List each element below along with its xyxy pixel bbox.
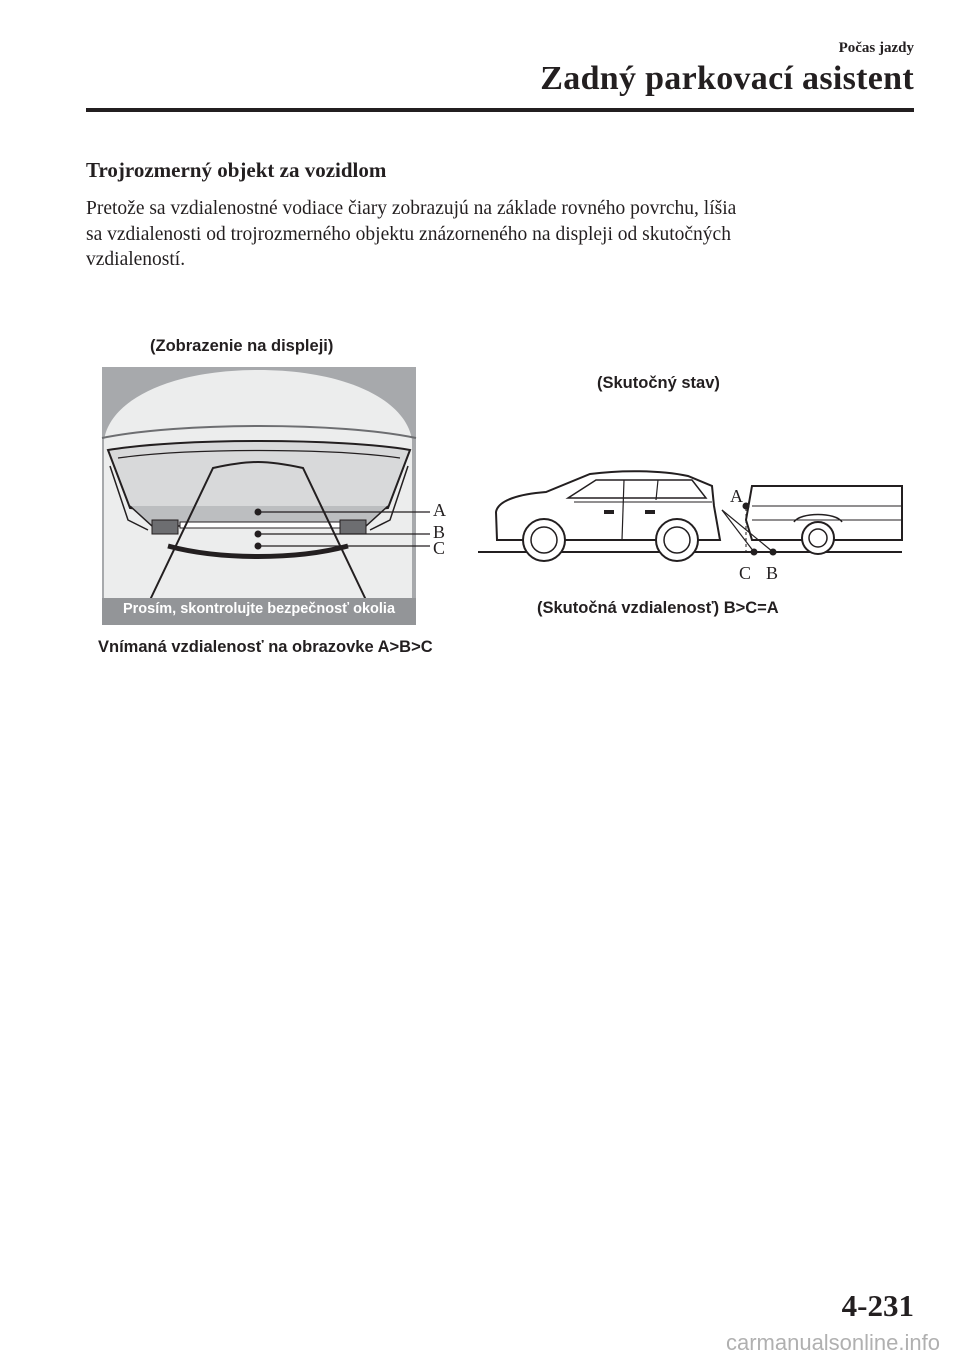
side-marker-c: C (739, 563, 752, 583)
page-title: Zadný parkovací asistent (540, 60, 914, 97)
display-caption: (Zobrazenie na displeji) (150, 337, 334, 355)
actual-state-caption: (Skutočný stav) (597, 374, 720, 392)
display-marker-a: A (433, 500, 446, 520)
side-marker-a: A (730, 486, 743, 506)
actual-distance-caption: (Skutočná vzdialenosť) B>C=A (537, 599, 779, 617)
perceived-distance-caption: Vnímaná vzdialenosť na obrazovke A>B>C (98, 638, 433, 656)
display-marker-c: C (433, 538, 446, 558)
side-view-scene (478, 471, 902, 561)
chapter-label: Počas jazdy (838, 40, 914, 56)
camera-display (102, 367, 430, 625)
paragraph-line: sa vzdialenosti od trojrozmerného objektu znázorneného na displeji od skutočných (86, 223, 731, 245)
section-heading: Trojrozmerný objekt za vozidlom (86, 158, 387, 182)
paragraph-line: vzdialeností. (86, 249, 186, 270)
page-number: 4-231 (841, 1288, 914, 1323)
watermark: carmanualsonline.info (725, 1330, 940, 1355)
paragraph-line: Pretože sa vzdialenostné vodiace čiary zobrazujú na základe rovného povrchu, líšia (86, 198, 737, 219)
side-marker-b: B (766, 563, 779, 583)
display-warning-text: Prosím, skontrolujte bezpečnosť okolia (122, 601, 396, 617)
display-marker-b: B (433, 522, 446, 542)
